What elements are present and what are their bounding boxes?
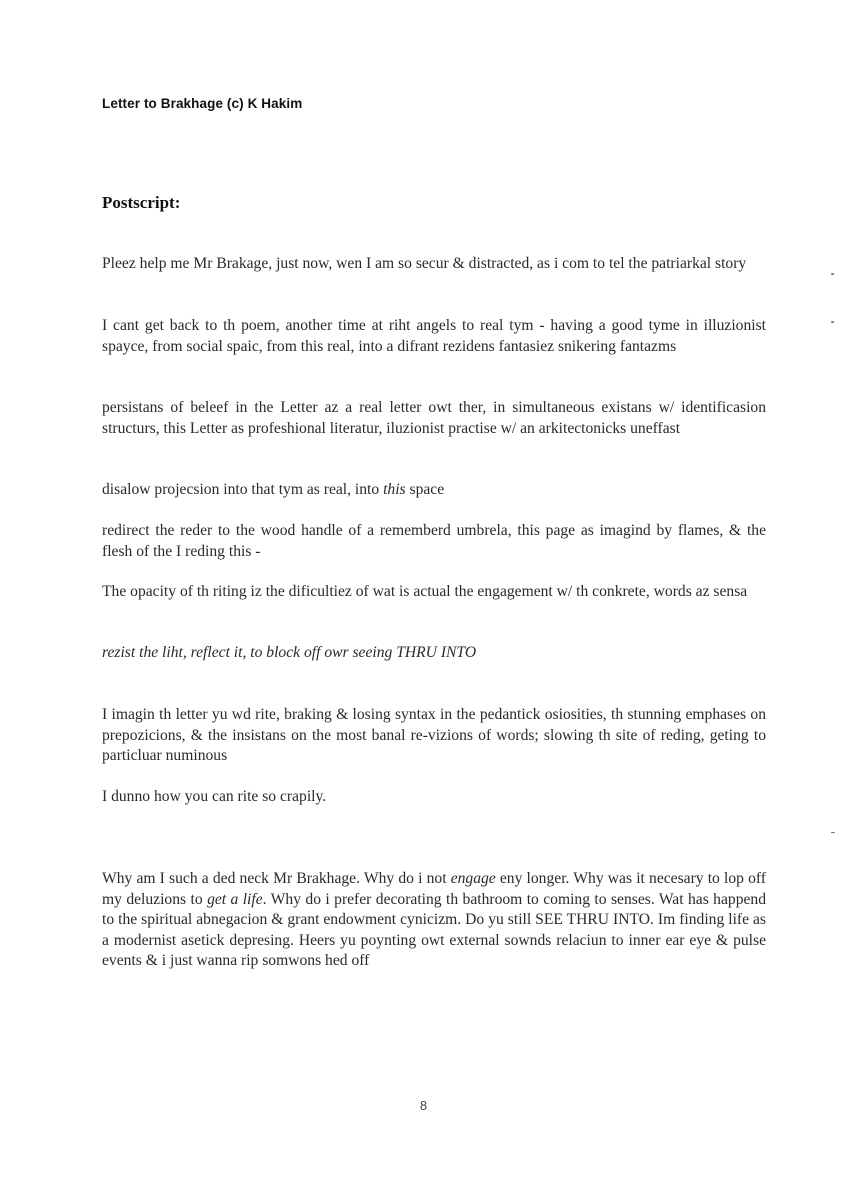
paragraph-5: redirect the reder to the wood handle of a rememberd umbrela, this page as imagind by flames, & the flesh of the I reding this - — [102, 522, 766, 560]
page-number: 8 — [419, 1098, 428, 1113]
postscript-heading: Postscript: — [102, 193, 181, 212]
paragraph-10-emphasis-get-a-life: get a life — [207, 890, 263, 908]
scan-speck — [831, 321, 834, 323]
paragraph-4 — [102, 480, 766, 501]
scan-speck — [831, 832, 835, 833]
paragraph-4-text: disalow projecsion into that tym as real, into — [102, 481, 384, 498]
paragraph-7-italic: rezist the liht, reflect it, to block off owr seeing THRU INTO — [102, 644, 477, 661]
paragraph-1: Pleez help me Mr Brakage, just now, wen I am so secur & distracted, as i com to tel the patriarkal story — [102, 255, 747, 272]
paragraph-9: I dunno how you can rite so crapily. — [102, 788, 327, 805]
paragraph-2: I cant get back to th poem, another time at riht angels to real tym - having a good tyme in illuzionist spayce, from social spaic, from this real, into a difrant rezidens fantasiez snikering fantazms — [102, 317, 766, 355]
paragraph-10-emphasis-engage: engage — [450, 870, 496, 887]
paragraph-3: persistans of beleef in the Letter az a real letter owt ther, in simultaneous existans w/ identificasion structurs, this Letter as profeshional literatur, iluzionist practise w/ an arkitectonicks uneffast — [102, 399, 766, 437]
paragraph-6: The opacity of th riting iz the dificultiez of wat is actual the engagement w/ th conkrete, words az sensa — [102, 583, 748, 600]
paragraph-10-text-a: Why am I such a ded neck Mr Brakhage. Why do i not — [102, 870, 451, 887]
paragraph-10-text-c: . Why do i prefer decorating th bathroom to coming to senses. Wat has happend to the spiritual abnegacion & grant endowment cynicizm. Do yu still SEE THRU INTO. Im finding life as a modernist asetick depresing. Heers yu poynting owt external sownds relaciun to inner ear eye & pulse events & i just wanna rip somwons hed off — [102, 890, 766, 969]
paragraph-8: I imagin th letter yu wd rite, braking & losing syntax in the pedantick osiosities, th stunning emphases on prepozicions, & the insistans on the most banal re-vizions of words; slowing th site of reding, geting to particluar numinous — [102, 706, 766, 764]
paragraph-10 — [102, 869, 766, 972]
scan-speck — [831, 273, 834, 275]
paragraph-4-emphasis: this — [383, 481, 406, 498]
document-header-title: Letter to Brakhage (c) K Hakim — [102, 96, 303, 111]
paragraph-4-tail: space — [405, 481, 445, 498]
paragraph-10-text-b: eny longer. Why was it necesary to lop off my deluzions to — [102, 870, 766, 908]
